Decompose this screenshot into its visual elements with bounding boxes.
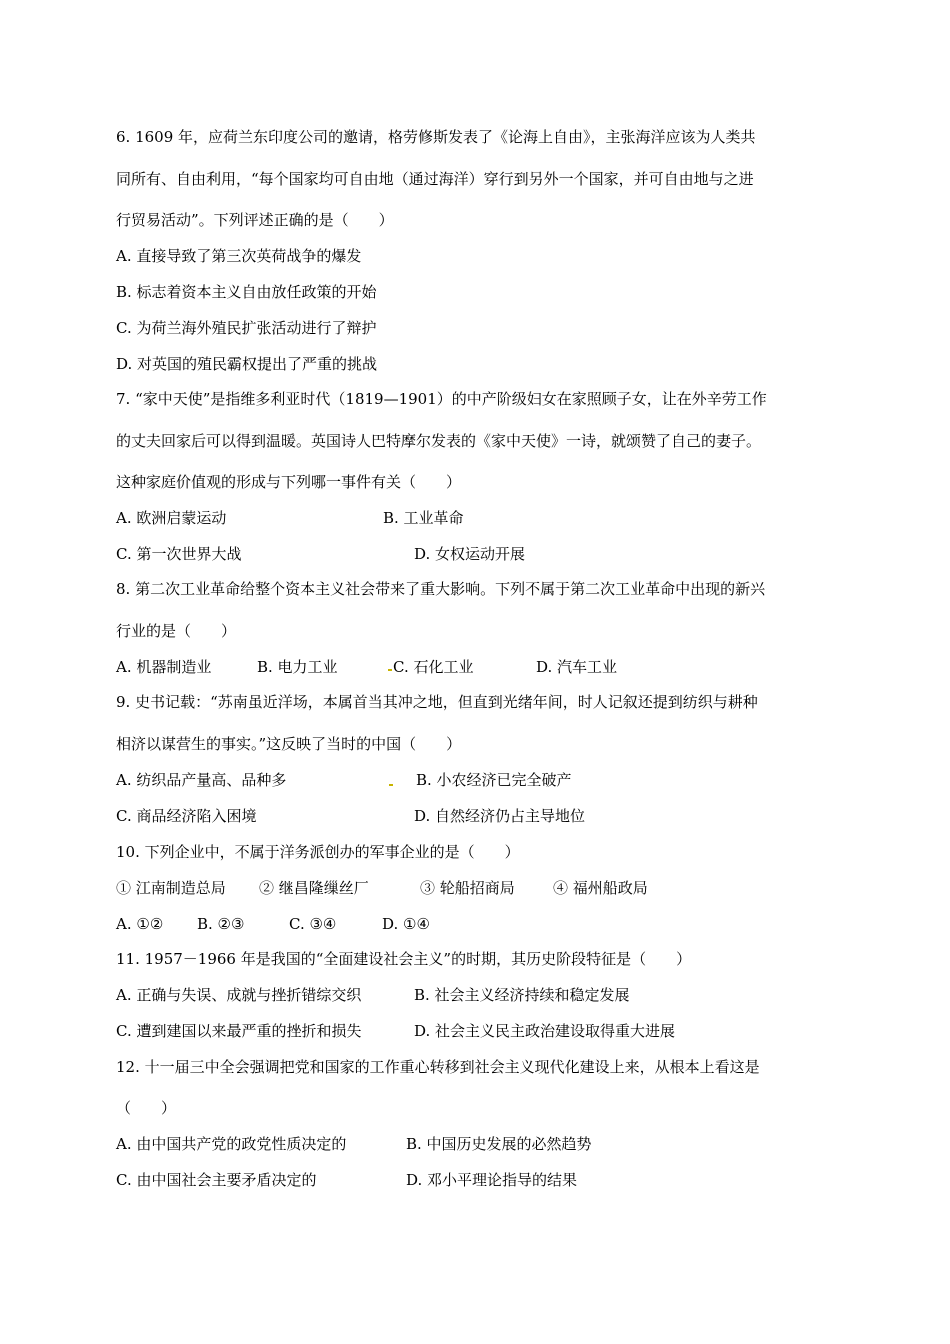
question-10-stem: 10. 下列企业中，不属于洋务派创办的军事企业的是（ ） [116, 843, 520, 861]
question-11-option-c: C. 遭到建国以来最严重的挫折和损失 [116, 1022, 362, 1040]
question-12-option-b: B. 中国历史发展的必然趋势 [406, 1135, 592, 1153]
question-10-option-b: B. ②③ [197, 915, 245, 933]
question-11-stem: 11. 1957－1966 年是我国的“全面建设社会主义”的时期，其历史阶段特征是（ ） [116, 950, 692, 968]
question-10-option-d: D. ①④ [382, 915, 430, 933]
question-7-option-b: B. 工业革命 [383, 509, 464, 527]
question-10-option-c: C. ③④ [289, 915, 337, 933]
question-7-option-c: C. 第一次世界大战 [116, 545, 242, 563]
question-11-option-b: B. 社会主义经济持续和稳定发展 [414, 986, 630, 1004]
question-6-option-a: A. 直接导致了第三次英荷战争的爆发 [116, 247, 362, 265]
question-7-stem-line-1: 7. “家中天使”是指维多利亚时代（1819—1901）的中产阶级妇女在家照顾子女，让在外辛劳工作 [116, 390, 767, 408]
question-7-stem-line-3: 这种家庭价值观的形成与下列哪一事件有关（ ） [116, 473, 462, 491]
question-6-option-c: C. 为荷兰海外殖民扩张活动进行了辩护 [116, 319, 377, 337]
question-9-option-a: A. 纺织品产量高、品种多 [116, 771, 287, 789]
question-8-option-a: A. 机器制造业 [116, 658, 212, 676]
question-6-stem-line-2: 同所有、自由利用，“每个国家均可自由地（通过海洋）穿行到另外一个国家，并可自由地与之进 [116, 170, 754, 188]
question-10-item-4: ④ 福州船政局 [553, 879, 648, 897]
question-7-stem-line-2: 的丈夫回家后可以得到温暖。英国诗人巴特摩尔发表的《家中天使》一诗，就颂赞了自己的妻子。 [116, 432, 762, 450]
question-6-stem-line-3: 行贸易活动”。下列评述正确的是（ ） [116, 211, 394, 229]
question-7-option-a: A. 欧洲启蒙运动 [116, 509, 227, 527]
question-8-option-b: B. 电力工业 [257, 658, 338, 676]
question-12-stem-line-1: 12. 十一届三中全会强调把党和国家的工作重心转移到社会主义现代化建设上来，从根本上看这是 [116, 1058, 760, 1076]
question-12-option-a: A. 由中国共产党的政党性质决定的 [116, 1135, 347, 1153]
question-7-option-d: D. 女权运动开展 [414, 545, 526, 563]
question-8-stem-line-2: 行业的是（ ） [116, 622, 237, 640]
question-6-option-b: B. 标志着资本主义自由放任政策的开始 [116, 283, 377, 301]
question-9-option-c: C. 商品经济陷入困境 [116, 807, 257, 825]
question-11-option-a: A. 正确与失误、成就与挫折错综交织 [116, 986, 362, 1004]
question-6-option-d: D. 对英国的殖民霸权提出了严重的挑战 [116, 355, 378, 373]
question-10-item-3: ③ 轮船招商局 [420, 879, 515, 897]
question-8-stem-line-1: 8. 第二次工业革命给整个资本主义社会带来了重大影响。下列不属于第二次工业革命中出现的新兴 [116, 580, 766, 598]
question-9-option-b: B. 小农经济已完全破产 [416, 771, 572, 789]
question-10-item-2: ② 继昌隆缫丝厂 [259, 879, 369, 897]
question-8-option-d: D. 汽车工业 [536, 658, 618, 676]
question-12-option-d: D. 邓小平理论指导的结果 [406, 1171, 578, 1189]
question-12-option-c: C. 由中国社会主要矛盾决定的 [116, 1171, 317, 1189]
question-8-option-c: C. 石化工业 [393, 658, 474, 676]
question-10-item-1: ① 江南制造总局 [116, 879, 226, 897]
question-10-option-a: A. ①② [116, 915, 164, 933]
question-6-stem-line-1: 6. 1609 年，应荷兰东印度公司的邀请，格劳修斯发表了《论海上自由》，主张海洋应该为人类共 [116, 128, 756, 146]
question-9-option-d: D. 自然经济仍占主导地位 [414, 807, 586, 825]
question-9-stem-line-2: 相济以谋营生的事实。”这反映了当时的中国（ ） [116, 735, 462, 753]
question-9-stem-line-1: 9. 史书记载：“苏南虽近洋场，本属首当其冲之地，但直到光绪年间，时人记叙还提到纺织与耕种 [116, 693, 758, 711]
stray-mark [388, 669, 392, 671]
question-11-option-d: D. 社会主义民主政治建设取得重大进展 [414, 1022, 676, 1040]
stray-mark [389, 784, 393, 786]
question-12-stem-line-2: （ ） [116, 1099, 177, 1117]
